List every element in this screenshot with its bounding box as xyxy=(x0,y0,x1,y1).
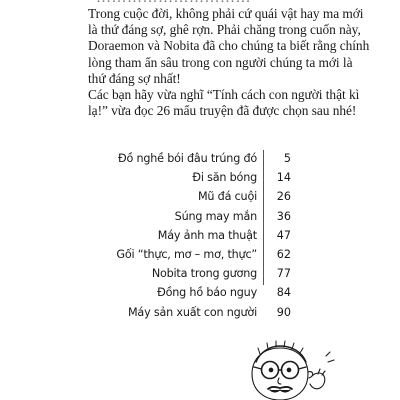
toc-entry xyxy=(100,207,300,226)
toc-entry xyxy=(100,245,300,264)
toc-entry-title: Súng may mắn xyxy=(174,209,257,223)
toc-entry-page: 14 xyxy=(276,171,291,185)
character-illustration xyxy=(238,312,338,400)
toc-entry xyxy=(100,149,300,168)
toc-entry-page: 47 xyxy=(276,228,291,242)
toc-entry-page: 62 xyxy=(276,248,291,262)
toc-entry-page: 36 xyxy=(276,209,291,223)
toc-entry xyxy=(100,168,300,187)
toc-entry-title: Đồng hồ báo nguy xyxy=(157,286,257,300)
toc-entry xyxy=(100,264,300,283)
toc-entry-title: Máy sản xuất con người xyxy=(127,305,257,319)
toc-entry-page: 90 xyxy=(276,305,291,319)
toc-entry xyxy=(100,226,300,245)
toc-entry xyxy=(100,187,300,206)
toc-entry-title: Nobita trong gương xyxy=(151,267,257,281)
toc-entry-title: Máy ảnh ma thuật xyxy=(157,228,257,242)
toc-entry-title: Đi săn bóng xyxy=(192,171,257,185)
intro-text xyxy=(88,6,373,119)
toc-entry-page: 5 xyxy=(283,152,291,166)
toc-entry xyxy=(100,283,300,302)
table-of-contents xyxy=(100,149,300,322)
toc-entry-page: 26 xyxy=(276,190,291,204)
intro-paragraph-2: Các bạn hãy vừa nghĩ “Tính cách con người thật kì lạ!” vừa đọc 26 mẩu truyện đã được chọn sau nhé! xyxy=(88,87,360,119)
toc-entry-title: Đồ nghề bói đâu trúng đó xyxy=(118,152,257,166)
toc-entry-page: 84 xyxy=(276,286,291,300)
toc-entry-title: Gối “thực, mơ – mơ, thực” xyxy=(116,248,257,262)
toc-entry-title: Mũ đá cuội xyxy=(197,190,257,204)
toc-entry-page: 77 xyxy=(276,267,291,281)
intro-paragraph: Trong cuộc đời, không phải cứ quái vật hay ma mới là thứ đáng sợ, ghê rợn. Phải chăng trong cuốn này, Doraemon và Nobita đã cho chúng ta biết rằng chính lòng tham ẩn sâu trong con người chúng ta mới là thứ đáng sợ nhất! xyxy=(88,6,370,86)
